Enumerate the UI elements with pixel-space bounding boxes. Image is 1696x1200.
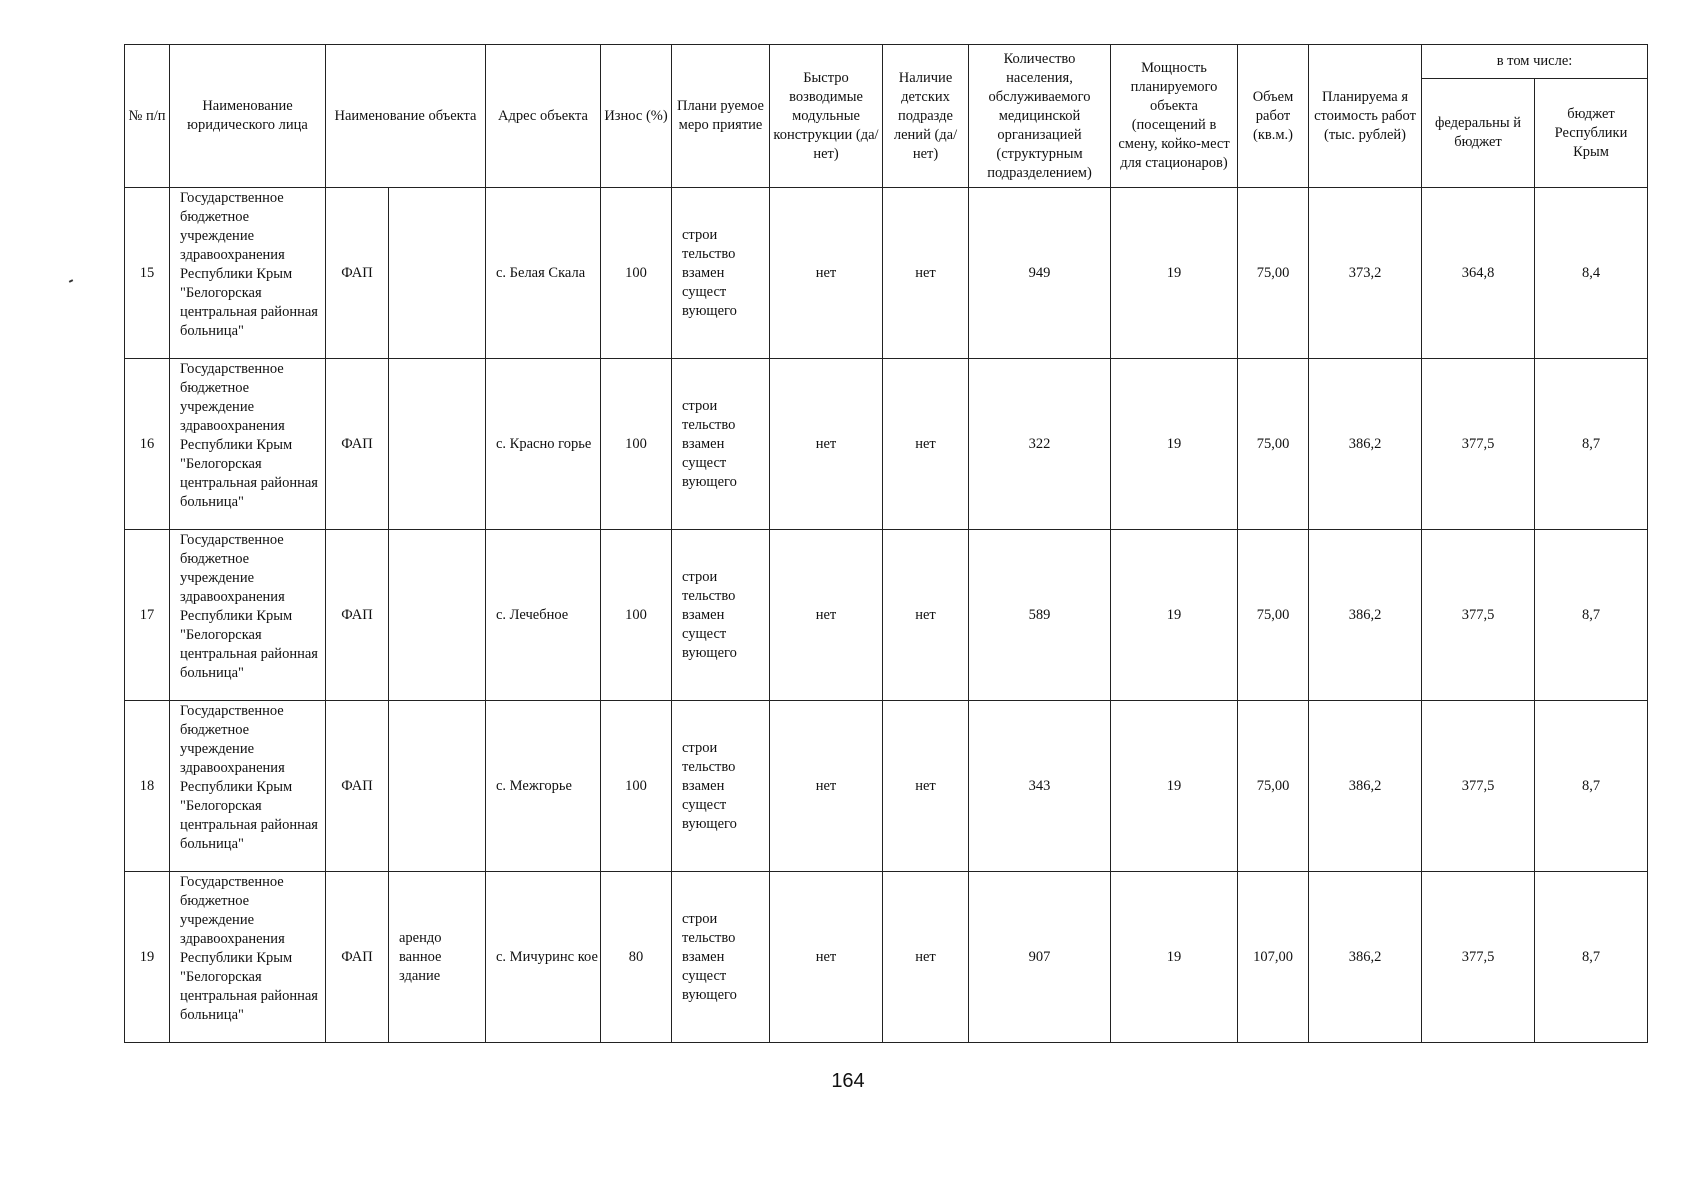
cell-regional: 8,7 <box>1535 359 1648 530</box>
header-entity: Наименование юридического лица <box>170 45 326 188</box>
cell-population: 322 <box>969 359 1111 530</box>
header-object-name: Наименование объекта <box>326 45 486 188</box>
cell-object-type: ФАП <box>326 701 389 872</box>
cell-children: нет <box>883 701 969 872</box>
cell-modular: нет <box>770 872 883 1043</box>
cell-federal: 377,5 <box>1422 701 1535 872</box>
cell-object-note <box>389 188 486 359</box>
cell-entity: Государственное бюджетное учреждение здравоохранения Республики Крым "Белогорская центральная районная больница" <box>170 701 326 872</box>
header-address: Адрес объекта <box>486 45 601 188</box>
cell-volume: 75,00 <box>1238 530 1309 701</box>
cell-regional: 8,4 <box>1535 188 1648 359</box>
facilities-table <box>124 44 1648 1043</box>
table-row <box>125 188 1648 359</box>
cell-capacity: 19 <box>1111 530 1238 701</box>
header-num: № п/п <box>125 45 170 188</box>
cell-object-note <box>389 359 486 530</box>
cell-modular: нет <box>770 701 883 872</box>
cell-volume: 75,00 <box>1238 359 1309 530</box>
header-regional: бюджет Республики Крым <box>1535 79 1648 188</box>
cell-num: 18 <box>125 701 170 872</box>
cell-wear: 100 <box>601 701 672 872</box>
header-capacity: Мощность планируемого объекта (посещений в смену, койко-мест для стационаров) <box>1111 45 1238 188</box>
header-children-units: Наличие детских подразде лений (да/нет) <box>883 45 969 188</box>
cell-volume: 75,00 <box>1238 188 1309 359</box>
cell-population: 589 <box>969 530 1111 701</box>
cell-entity: Государственное бюджетное учреждение здравоохранения Республики Крым "Белогорская центральная районная больница" <box>170 530 326 701</box>
cell-federal: 377,5 <box>1422 530 1535 701</box>
cell-capacity: 19 <box>1111 701 1238 872</box>
cell-entity: Государственное бюджетное учреждение здравоохранения Республики Крым "Белогорская центральная районная больница" <box>170 872 326 1043</box>
scan-artifact-mark <box>69 279 73 283</box>
cell-federal: 377,5 <box>1422 872 1535 1043</box>
cell-num: 17 <box>125 530 170 701</box>
cell-wear: 80 <box>601 872 672 1043</box>
cell-volume: 107,00 <box>1238 872 1309 1043</box>
cell-wear: 100 <box>601 530 672 701</box>
cell-num: 19 <box>125 872 170 1043</box>
cell-capacity: 19 <box>1111 359 1238 530</box>
header-modular: Быстро возводимые модульные конструкции (да/нет) <box>770 45 883 188</box>
cell-cost: 386,2 <box>1309 872 1422 1043</box>
cell-object-type: ФАП <box>326 188 389 359</box>
table-row <box>125 872 1648 1043</box>
cell-children: нет <box>883 188 969 359</box>
cell-num: 15 <box>125 188 170 359</box>
cell-object-type: ФАП <box>326 359 389 530</box>
cell-modular: нет <box>770 188 883 359</box>
cell-modular: нет <box>770 530 883 701</box>
cell-measure: строи тельство взамен сущест вующего <box>672 701 770 872</box>
header-wear: Износ (%) <box>601 45 672 188</box>
cell-children: нет <box>883 359 969 530</box>
table-row <box>125 701 1648 872</box>
header-volume: Объем работ (кв.м.) <box>1238 45 1309 188</box>
cell-address: с. Красно горье <box>486 359 601 530</box>
cell-address: с. Мичуринс кое <box>486 872 601 1043</box>
cell-num: 16 <box>125 359 170 530</box>
header-population: Количество населения, обслуживаемого медицинской организацией (структурным подразделением) <box>969 45 1111 188</box>
cell-population: 907 <box>969 872 1111 1043</box>
cell-object-type: ФАП <box>326 530 389 701</box>
page-number: 164 <box>831 1070 865 1092</box>
cell-measure: строи тельство взамен сущест вующего <box>672 188 770 359</box>
cell-cost: 386,2 <box>1309 701 1422 872</box>
cell-object-note <box>389 530 486 701</box>
cell-capacity: 19 <box>1111 188 1238 359</box>
cell-regional: 8,7 <box>1535 701 1648 872</box>
cell-volume: 75,00 <box>1238 701 1309 872</box>
header-cost: Планируема я стоимость работ (тыс. рублей) <box>1309 45 1422 188</box>
cell-capacity: 19 <box>1111 872 1238 1043</box>
cell-object-note <box>389 701 486 872</box>
cell-modular: нет <box>770 359 883 530</box>
cell-address: с. Межгорье <box>486 701 601 872</box>
cell-cost: 386,2 <box>1309 359 1422 530</box>
cell-children: нет <box>883 530 969 701</box>
cell-entity: Государственное бюджетное учреждение здравоохранения Республики Крым "Белогорская центральная районная больница" <box>170 359 326 530</box>
cell-measure: строи тельство взамен сущест вующего <box>672 359 770 530</box>
table-row <box>125 530 1648 701</box>
table-row <box>125 359 1648 530</box>
cell-cost: 373,2 <box>1309 188 1422 359</box>
cell-federal: 364,8 <box>1422 188 1535 359</box>
cell-address: с. Белая Скала <box>486 188 601 359</box>
cell-wear: 100 <box>601 188 672 359</box>
cell-object-type: ФАП <box>326 872 389 1043</box>
cell-regional: 8,7 <box>1535 530 1648 701</box>
cell-population: 343 <box>969 701 1111 872</box>
cell-measure: строи тельство взамен сущест вующего <box>672 872 770 1043</box>
cell-children: нет <box>883 872 969 1043</box>
cell-regional: 8,7 <box>1535 872 1648 1043</box>
cell-cost: 386,2 <box>1309 530 1422 701</box>
header-federal: федеральны й бюджет <box>1422 79 1535 188</box>
header-planned-measure: Плани руемое меро приятие <box>672 45 770 188</box>
cell-entity: Государственное бюджетное учреждение здравоохранения Республики Крым "Белогорская центральная районная больница" <box>170 188 326 359</box>
cell-object-note: арендо ванное здание <box>389 872 486 1043</box>
cell-federal: 377,5 <box>1422 359 1535 530</box>
cell-address: с. Лечебное <box>486 530 601 701</box>
cell-wear: 100 <box>601 359 672 530</box>
cell-measure: строи тельство взамен сущест вующего <box>672 530 770 701</box>
header-including: в том числе: <box>1422 45 1648 79</box>
cell-population: 949 <box>969 188 1111 359</box>
